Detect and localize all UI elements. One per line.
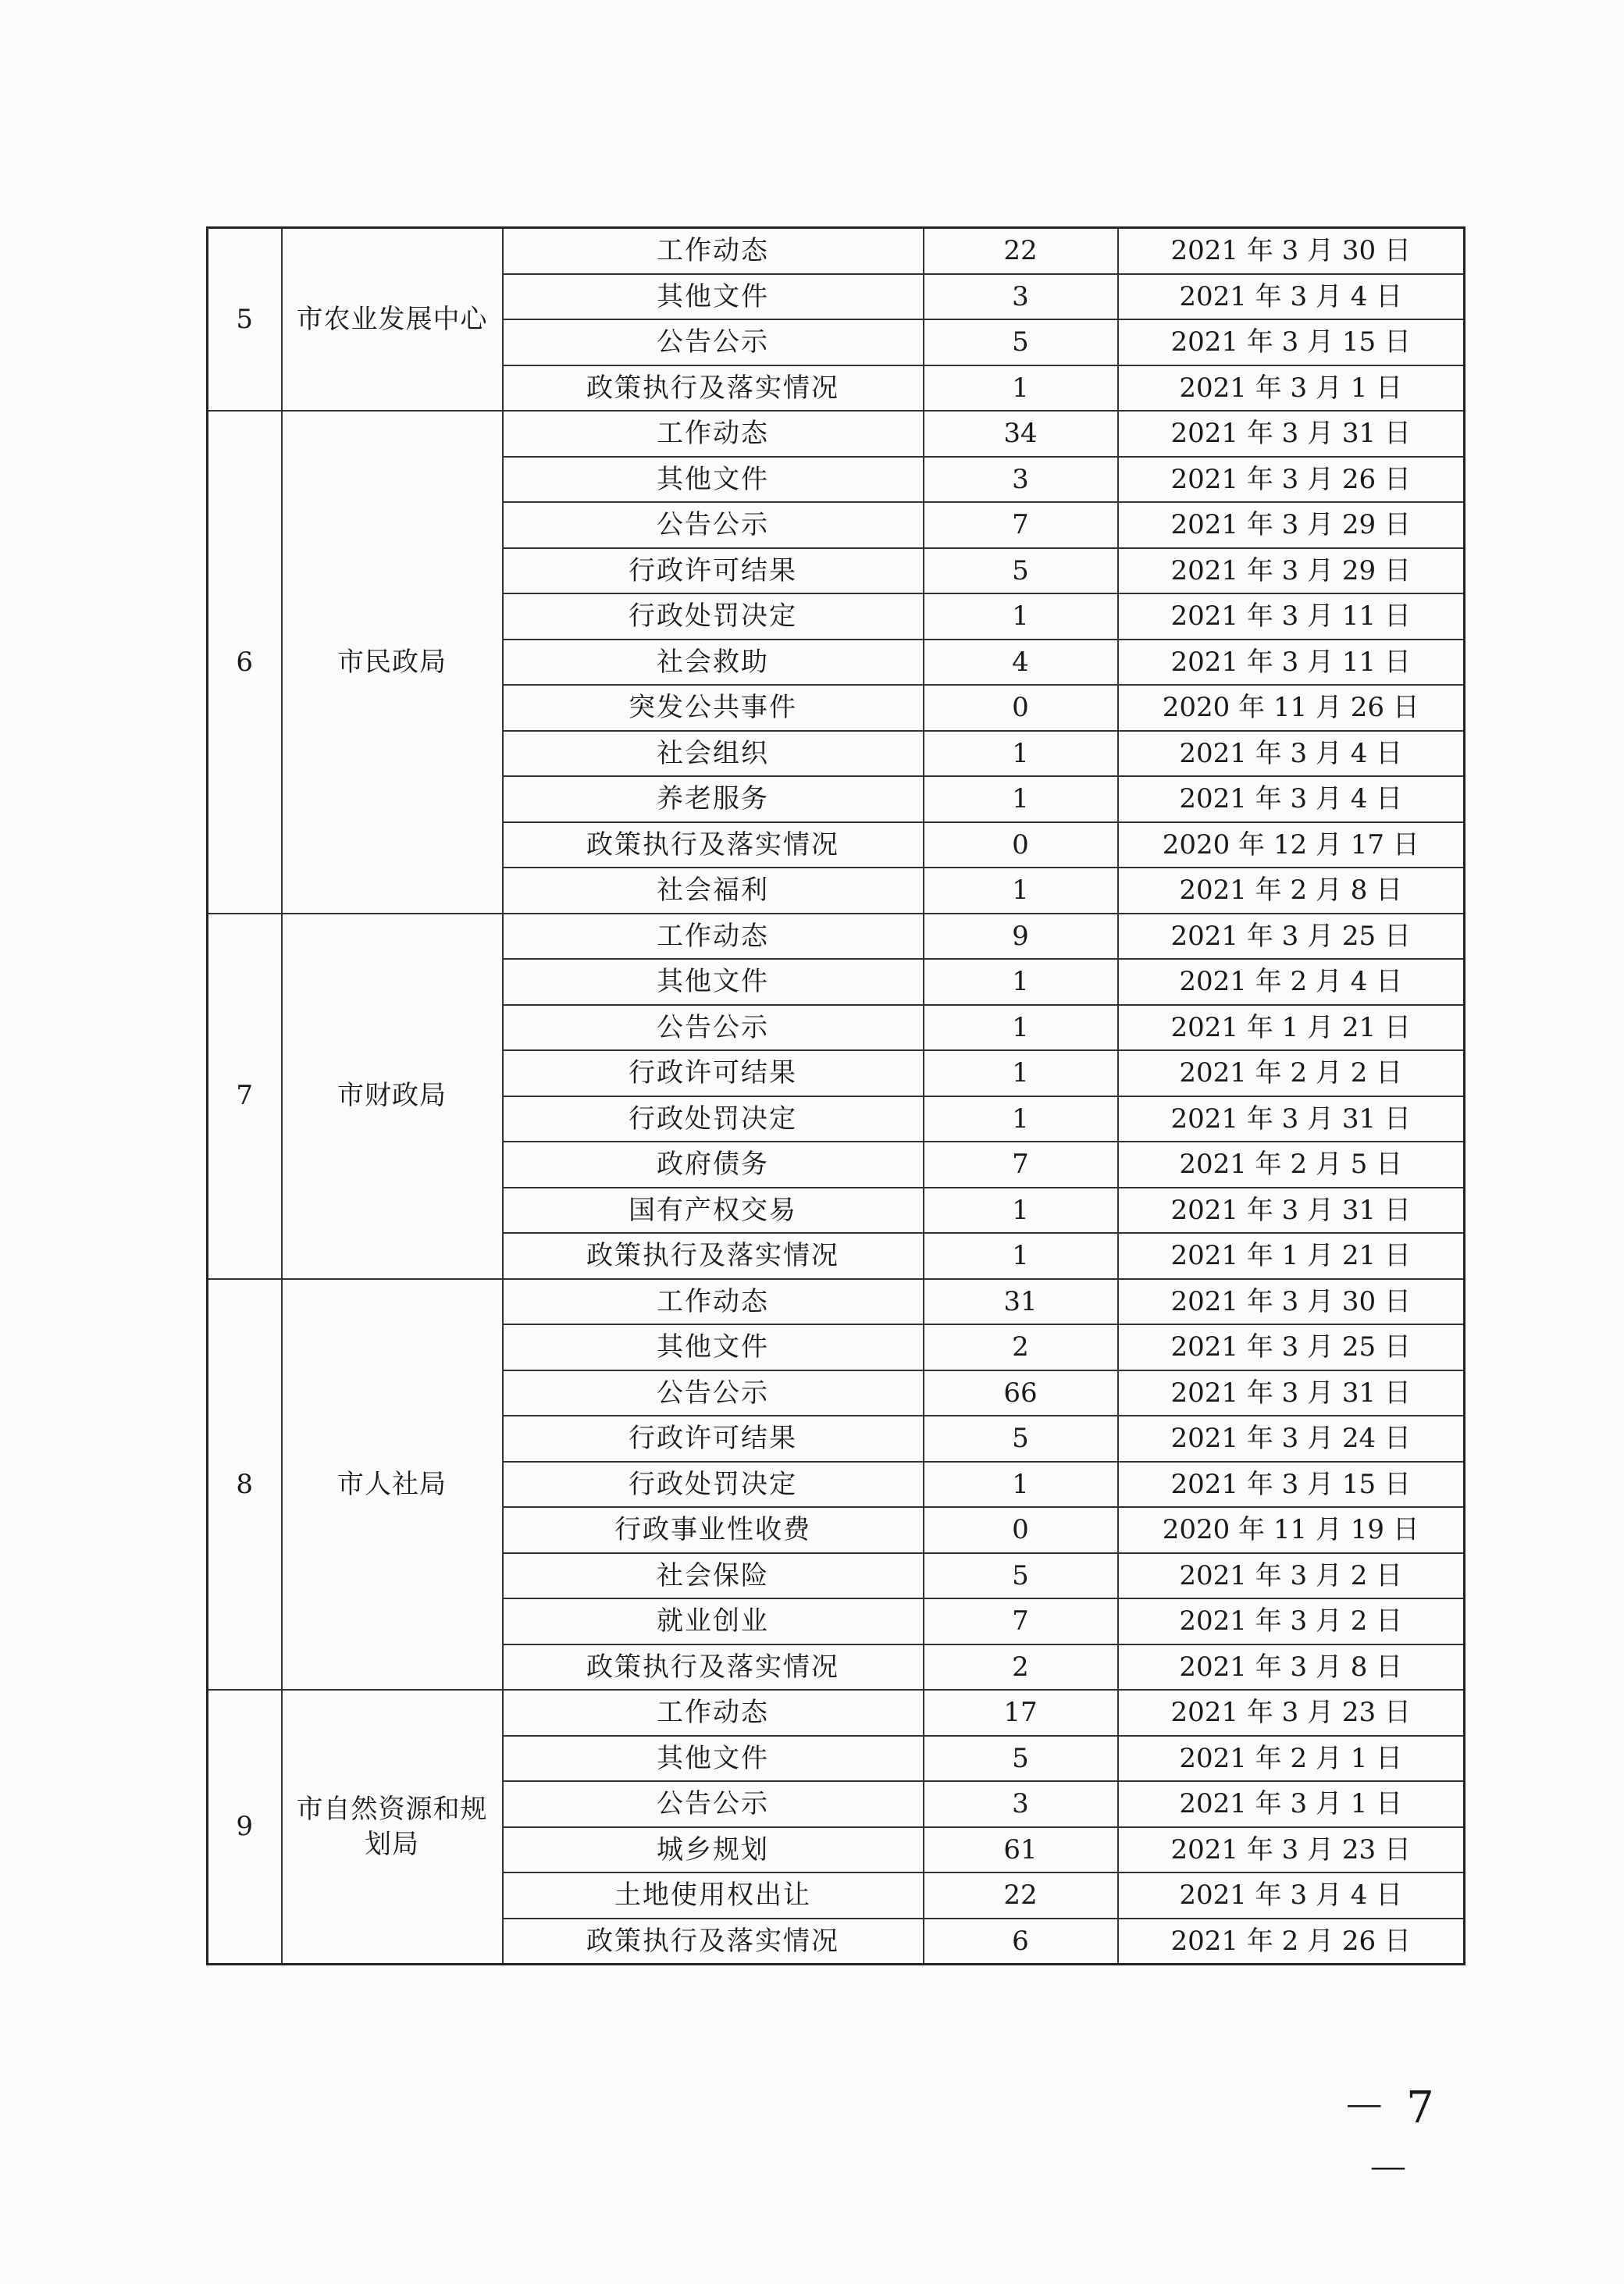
table-row xyxy=(208,411,1465,457)
count-cell: 22 xyxy=(924,1872,1118,1919)
date-cell: 2021 年 3 月 23 日 xyxy=(1118,1690,1465,1736)
count-cell: 3 xyxy=(924,274,1118,320)
department-cell: 市自然资源和规划局 xyxy=(282,1690,503,1965)
category-cell: 行政处罚决定 xyxy=(503,1096,924,1142)
category-cell: 其他文件 xyxy=(503,274,924,320)
date-cell: 2021 年 3 月 30 日 xyxy=(1118,1279,1465,1325)
department-cell: 市民政局 xyxy=(282,411,503,914)
table-body xyxy=(208,228,1465,1965)
count-cell: 1 xyxy=(924,1096,1118,1142)
date-cell: 2021 年 3 月 31 日 xyxy=(1118,1188,1465,1234)
date-cell: 2021 年 3 月 2 日 xyxy=(1118,1598,1465,1644)
group-number-cell: 9 xyxy=(208,1690,282,1965)
date-cell: 2021 年 3 月 15 日 xyxy=(1118,319,1465,365)
date-cell: 2021 年 3 月 4 日 xyxy=(1118,776,1465,822)
category-cell: 工作动态 xyxy=(503,1279,924,1325)
count-cell: 1 xyxy=(924,1188,1118,1234)
group-number-cell: 7 xyxy=(208,914,282,1279)
category-cell: 行政许可结果 xyxy=(503,1416,924,1462)
date-cell: 2021 年 3 月 31 日 xyxy=(1118,1096,1465,1142)
count-cell: 34 xyxy=(924,411,1118,457)
count-cell: 31 xyxy=(924,1279,1118,1325)
count-cell: 2 xyxy=(924,1644,1118,1691)
date-cell: 2021 年 2 月 4 日 xyxy=(1118,959,1465,1005)
date-cell: 2020 年 12 月 17 日 xyxy=(1118,822,1465,868)
count-cell: 3 xyxy=(924,457,1118,503)
category-cell: 国有产权交易 xyxy=(503,1188,924,1234)
category-cell: 工作动态 xyxy=(503,228,924,274)
count-cell: 1 xyxy=(924,776,1118,822)
category-cell: 政策执行及落实情况 xyxy=(503,365,924,412)
date-cell: 2020 年 11 月 26 日 xyxy=(1118,685,1465,731)
category-cell: 公告公示 xyxy=(503,1370,924,1416)
category-cell: 公告公示 xyxy=(503,502,924,548)
category-cell: 行政许可结果 xyxy=(503,548,924,594)
date-cell: 2021 年 3 月 11 日 xyxy=(1118,640,1465,686)
date-cell: 2021 年 3 月 26 日 xyxy=(1118,457,1465,503)
date-cell: 2021 年 3 月 15 日 xyxy=(1118,1462,1465,1508)
count-cell: 3 xyxy=(924,1781,1118,1827)
count-cell: 5 xyxy=(924,1553,1118,1599)
category-cell: 社会福利 xyxy=(503,868,924,914)
count-cell: 5 xyxy=(924,319,1118,365)
category-cell: 行政处罚决定 xyxy=(503,593,924,640)
count-cell: 66 xyxy=(924,1370,1118,1416)
table-row xyxy=(208,1279,1465,1325)
date-cell: 2021 年 3 月 11 日 xyxy=(1118,593,1465,640)
count-cell: 1 xyxy=(924,365,1118,412)
category-cell: 工作动态 xyxy=(503,1690,924,1736)
category-cell: 公告公示 xyxy=(503,1005,924,1051)
group-number-cell: 5 xyxy=(208,228,282,412)
count-cell: 7 xyxy=(924,1142,1118,1188)
category-cell: 工作动态 xyxy=(503,411,924,457)
category-cell: 就业创业 xyxy=(503,1598,924,1644)
count-cell: 7 xyxy=(924,502,1118,548)
date-cell: 2021 年 1 月 21 日 xyxy=(1118,1233,1465,1279)
count-cell: 0 xyxy=(924,1507,1118,1553)
count-cell: 1 xyxy=(924,1462,1118,1508)
category-cell: 政策执行及落实情况 xyxy=(503,822,924,868)
category-cell: 其他文件 xyxy=(503,457,924,503)
count-cell: 1 xyxy=(924,868,1118,914)
date-cell: 2021 年 3 月 1 日 xyxy=(1118,365,1465,412)
category-cell: 政策执行及落实情况 xyxy=(503,1644,924,1691)
date-cell: 2021 年 3 月 29 日 xyxy=(1118,548,1465,594)
date-cell: 2021 年 3 月 24 日 xyxy=(1118,1416,1465,1462)
date-cell: 2020 年 11 月 19 日 xyxy=(1118,1507,1465,1553)
date-cell: 2021 年 3 月 30 日 xyxy=(1118,228,1465,274)
category-cell: 公告公示 xyxy=(503,1781,924,1827)
count-cell: 5 xyxy=(924,1736,1118,1782)
category-cell: 政府债务 xyxy=(503,1142,924,1188)
department-cell: 市农业发展中心 xyxy=(282,228,503,412)
date-cell: 2021 年 1 月 21 日 xyxy=(1118,1005,1465,1051)
count-cell: 1 xyxy=(924,959,1118,1005)
count-cell: 1 xyxy=(924,731,1118,777)
category-cell: 政策执行及落实情况 xyxy=(503,1233,924,1279)
count-cell: 5 xyxy=(924,1416,1118,1462)
department-cell: 市人社局 xyxy=(282,1279,503,1691)
date-cell: 2021 年 3 月 25 日 xyxy=(1118,1324,1465,1370)
date-cell: 2021 年 2 月 2 日 xyxy=(1118,1050,1465,1096)
category-cell: 社会保险 xyxy=(503,1553,924,1599)
category-cell: 其他文件 xyxy=(503,959,924,1005)
table-row xyxy=(208,1690,1465,1736)
date-cell: 2021 年 3 月 4 日 xyxy=(1118,731,1465,777)
group-number-cell: 8 xyxy=(208,1279,282,1691)
date-cell: 2021 年 3 月 29 日 xyxy=(1118,502,1465,548)
count-cell: 9 xyxy=(924,914,1118,960)
page-number: － 7 － xyxy=(1342,2083,1437,2196)
category-cell: 土地使用权出让 xyxy=(503,1872,924,1919)
category-cell: 城乡规划 xyxy=(503,1827,924,1873)
count-cell: 1 xyxy=(924,1050,1118,1096)
category-cell: 工作动态 xyxy=(503,914,924,960)
date-cell: 2021 年 2 月 5 日 xyxy=(1118,1142,1465,1188)
date-cell: 2021 年 2 月 1 日 xyxy=(1118,1736,1465,1782)
date-cell: 2021 年 3 月 4 日 xyxy=(1118,274,1465,320)
date-cell: 2021 年 2 月 26 日 xyxy=(1118,1919,1465,1965)
date-cell: 2021 年 3 月 8 日 xyxy=(1118,1644,1465,1691)
count-cell: 61 xyxy=(924,1827,1118,1873)
date-cell: 2021 年 3 月 1 日 xyxy=(1118,1781,1465,1827)
department-cell: 市财政局 xyxy=(282,914,503,1279)
count-cell: 0 xyxy=(924,822,1118,868)
date-cell: 2021 年 3 月 2 日 xyxy=(1118,1553,1465,1599)
category-cell: 养老服务 xyxy=(503,776,924,822)
group-number-cell: 6 xyxy=(208,411,282,914)
date-cell: 2021 年 2 月 8 日 xyxy=(1118,868,1465,914)
category-cell: 其他文件 xyxy=(503,1736,924,1782)
date-cell: 2021 年 3 月 4 日 xyxy=(1118,1872,1465,1919)
category-cell: 社会救助 xyxy=(503,640,924,686)
category-cell: 政策执行及落实情况 xyxy=(503,1919,924,1965)
count-cell: 4 xyxy=(924,640,1118,686)
count-cell: 1 xyxy=(924,1005,1118,1051)
count-cell: 17 xyxy=(924,1690,1118,1736)
category-cell: 其他文件 xyxy=(503,1324,924,1370)
count-cell: 22 xyxy=(924,228,1118,274)
table-row xyxy=(208,914,1465,960)
count-cell: 7 xyxy=(924,1598,1118,1644)
table-row xyxy=(208,228,1465,274)
date-cell: 2021 年 3 月 31 日 xyxy=(1118,411,1465,457)
disclosure-table xyxy=(206,226,1466,1965)
category-cell: 社会组织 xyxy=(503,731,924,777)
category-cell: 行政许可结果 xyxy=(503,1050,924,1096)
count-cell: 6 xyxy=(924,1919,1118,1965)
date-cell: 2021 年 3 月 23 日 xyxy=(1118,1827,1465,1873)
date-cell: 2021 年 3 月 25 日 xyxy=(1118,914,1465,960)
count-cell: 1 xyxy=(924,593,1118,640)
category-cell: 行政处罚决定 xyxy=(503,1462,924,1508)
category-cell: 行政事业性收费 xyxy=(503,1507,924,1553)
category-cell: 公告公示 xyxy=(503,319,924,365)
count-cell: 5 xyxy=(924,548,1118,594)
count-cell: 2 xyxy=(924,1324,1118,1370)
count-cell: 1 xyxy=(924,1233,1118,1279)
count-cell: 0 xyxy=(924,685,1118,731)
date-cell: 2021 年 3 月 31 日 xyxy=(1118,1370,1465,1416)
category-cell: 突发公共事件 xyxy=(503,685,924,731)
